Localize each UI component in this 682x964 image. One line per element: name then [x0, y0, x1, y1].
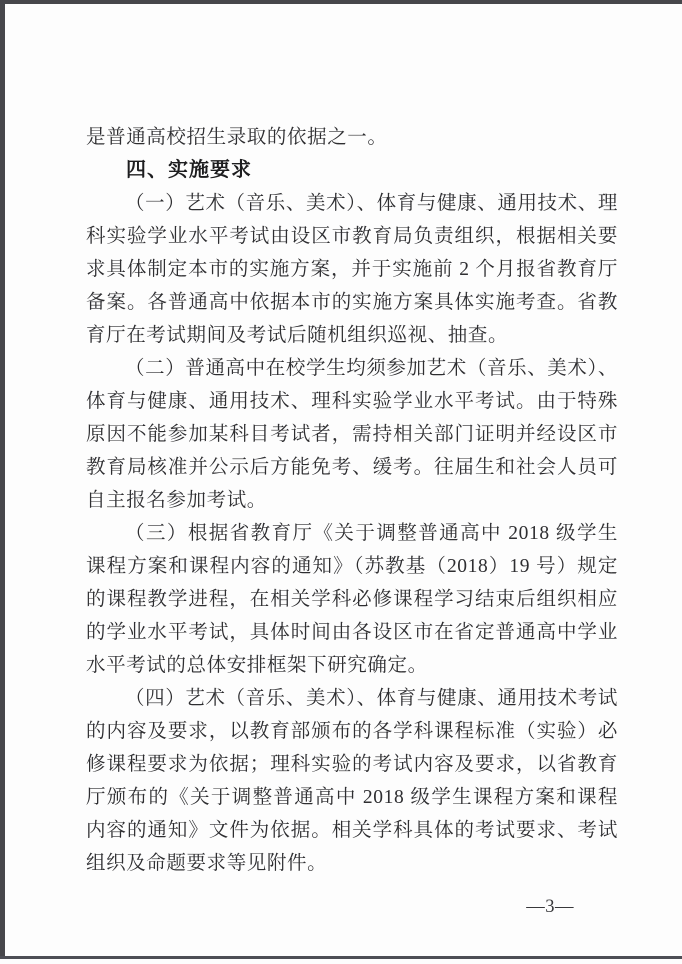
scan-edge-left	[0, 0, 5, 958]
paragraph-item-3: （三）根据省教育厅《关于调整普通高中 2018 级学生课程方案和课程内容的通知》（苏教基（2018）19 号）规定的课程教学进程，在相关学科必修课程学习结束后组织相应的学业水平考试，具体时间由各设区市在省定普通高中学业水平考试的总体安排框架下研究确定。	[86, 523, 618, 676]
paragraph-item-1: （一）艺术（音乐、美术）、体育与健康、通用技术、理科实验学业水平考试由设区市教育局负责组织，根据相关要求具体制定本市的实施方案，并于实施前 2 个月报省教育厅备案。各普通高中依据本市的实施方案具体实施考查。省教育厅在考试期间及考试后随机组织巡视、抽查。	[86, 193, 618, 346]
paragraph-item-2: （二）普通高中在校学生均须参加艺术（音乐、美术）、体育与健康、通用技术、理科实验学业水平考试。由于特殊原因不能参加某科目考试者，需持相关部门证明并经设区市教育局核准并公示后方能免考、缓考。往届生和社会人员可自主报名参加考试。	[86, 358, 618, 511]
document-body	[86, 121, 618, 880]
paragraph-item-4: （四）艺术（音乐、美术）、体育与健康、通用技术考试的内容及要求，以教育部颁布的各学科课程标准（实验）必修课程要求为依据；理科实验的考试内容及要求，以省教育厅颁布的《关于调整普通高中 2018 级学生课程方案和课程内容的通知》文件为依据。相关学科具体的考试要求、考试组织及命题要求等见附件。	[86, 688, 618, 874]
section-heading: 四、实施要求	[126, 159, 252, 181]
paragraph-continuation: 是普通高校招生录取的依据之一。	[86, 127, 388, 148]
scan-edge-top	[0, 0, 682, 4]
page-number: —3—	[526, 897, 574, 917]
scan-edge-bottom	[0, 956, 682, 959]
